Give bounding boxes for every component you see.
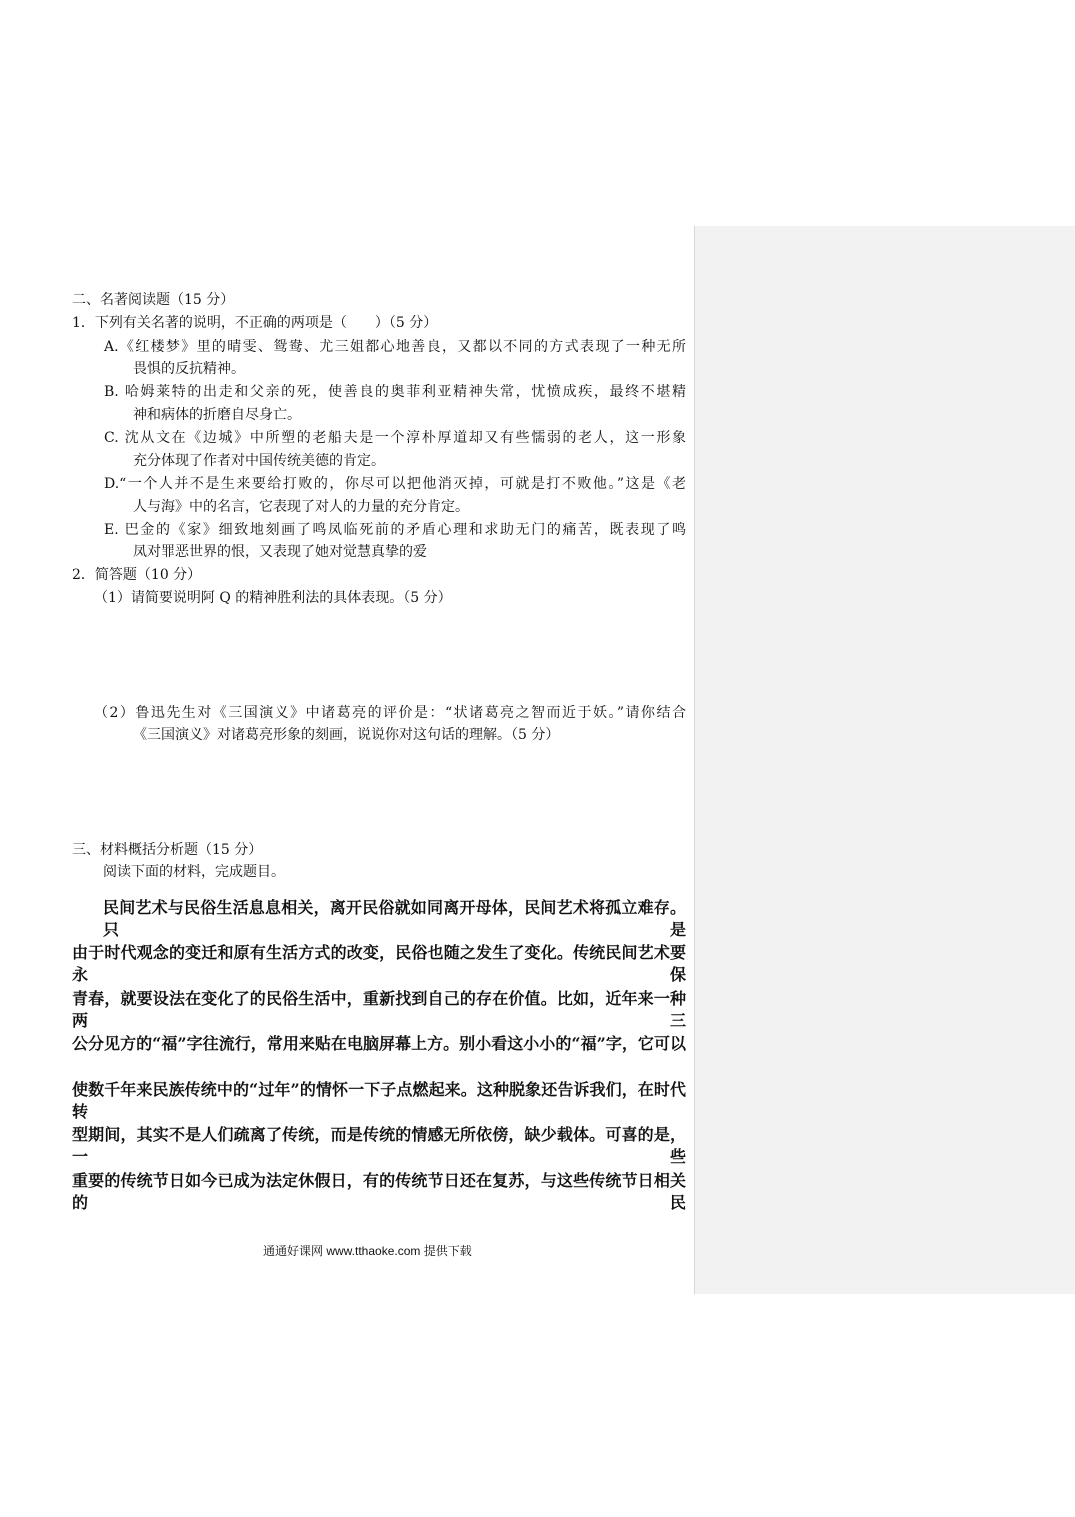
question-2-sub2-line2: 《三国演义》对诸葛亮形象的刻画，说说你对这句话的理解。（5 分） [133,727,560,743]
passage-line: 由于时代观念的变迁和原有生活方式的改变，民俗也随之发生了变化。传统民间艺术要永保 [72,943,686,984]
option-b-line1: B. 哈姆莱特的出走和父亲的死，使善良的奥菲利亚精神失常，忧愤成疾，最终不堪精 [104,384,686,400]
option-e-line2: 凤对罪恶世界的恨，又表现了她对觉慧真挚的爱 [133,544,427,560]
option-a-line1: A.《红楼梦》里的晴雯、鸳鸯、尤三姐都心地善良，又都以不同的方式表现了一种无所 [104,339,686,355]
question-2-sub2-line1: （2）鲁迅先生对《三国演义》中诸葛亮的评价是：“状诸葛亮之智而近于妖。”请你结合 [94,705,686,721]
question-2-sub1: （1）请简要说明阿 Q 的精神胜利法的具体表现。（5 分） [94,590,452,606]
option-d-line2: 人与海》中的名言，它表现了对人的力量的充分肯定。 [133,499,469,515]
passage-line: 民间艺术与民俗生活息息相关，离开民俗就如同离开母体，民间艺术将孤立难存。只是 [103,898,686,939]
option-c-line1: C. 沈从文在《边城》中所塑的老船夫是一个淳朴厚道却又有些懦弱的老人，这一形象 [104,430,686,446]
option-b-line2: 神和病体的折磨自尽身亡。 [133,407,301,423]
comment-pane [694,226,1075,1294]
option-a-line2: 畏惧的反抗精神。 [133,361,245,377]
passage-line: 青春，就要设法在变化了的民俗生活中，重新找到自己的存在价值。比如，近年来一种两三 [72,989,686,1030]
section-3-instruction: 阅读下面的材料，完成题目。 [103,864,285,880]
passage-line: 公分见方的“福”字往流行，常用来贴在电脑屏幕上方。别小看这小小的“福”字，它可以 [72,1034,686,1053]
passage-line: 重要的传统节日如今已成为法定休假日，有的传统节日还在复苏，与这些传统节日相关的民 [72,1171,686,1212]
section-3-title: 三、材料概括分析题（15 分） [72,842,263,858]
option-d-line1: D.“一个人并不是生来要给打败的，你尽可以把他消灭掉，可就是打不败他。”这是《老 [104,476,686,492]
question-1-stem: 1．下列有关名著的说明，不正确的两项是（ ）（5 分） [72,315,438,331]
section-2-title: 二、名著阅读题（15 分） [72,292,235,308]
passage-line: 型期间，其实不是人们疏离了传统，而是传统的情感无所依傍，缺少载体。可喜的是，一些 [72,1125,686,1166]
option-e-line1: E. 巴金的《家》细致地刻画了鸣凤临死前的矛盾心理和求助无门的痛苦，既表现了鸣 [104,522,686,538]
option-c-line2: 充分体现了作者对中国传统美德的肯定。 [133,453,385,469]
question-2-stem: 2．简答题（10 分） [72,567,202,583]
passage-line: 使数千年来民族传统中的“过年”的情怀一下子点燃起来。这种脱象还告诉我们，在时代转 [72,1080,686,1121]
page-footer: 通通好课网 www.tthaoke.com 提供下载 [263,1244,472,1258]
